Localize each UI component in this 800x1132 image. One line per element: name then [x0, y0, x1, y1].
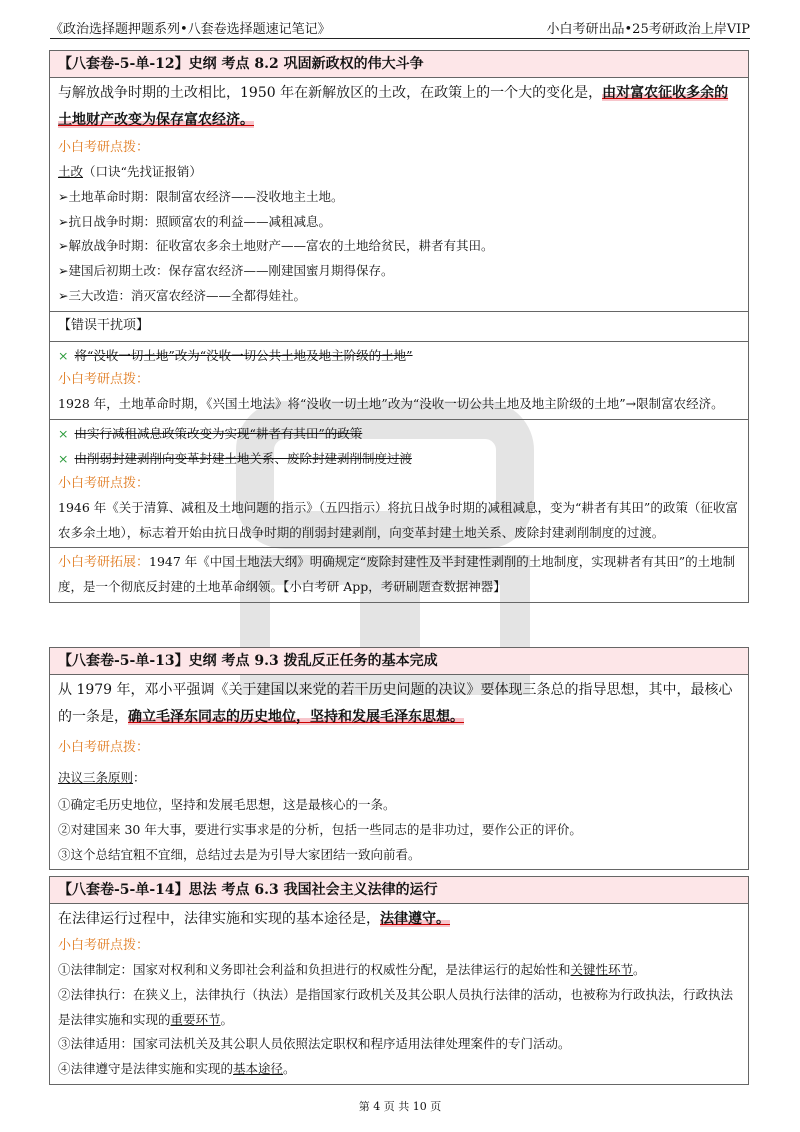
list-item: ④法律遵守是法律实施和实现的基本途径。 — [58, 1061, 296, 1077]
cross-icon: × — [58, 426, 69, 442]
question-card-13 — [49, 647, 749, 870]
publisher-label: 小白考研出品•25考研政治上岸VIP — [546, 22, 750, 37]
explanation: 1946 年《关于清算、减租及土地问题的指示》（五四指示）将抗日战争时期的减租减息，变为“耕者有其田”的政策（征收富农多余土地），标志着开始由抗日战争时期的削弱封建剥削，向变革封建土地关系、废除封建剥削制度的过渡。 — [58, 499, 738, 540]
error-section-title: 【错误干扰项】 — [50, 311, 748, 341]
question-title: 【八套卷-5-单-12】史纲 考点 8.2 巩固新政权的伟大斗争 — [50, 51, 748, 77]
question-title: 【八套卷-5-单-14】思法 考点 6.3 我国社会主义法律的运行 — [50, 877, 748, 903]
question-card-14 — [49, 876, 749, 1085]
list-item: ①法律制定：国家对权利和义务即社会利益和负担进行的权威性分配，是法律运行的起始性和关键性环节。 — [58, 962, 646, 977]
explanation: 1928 年，土地革命时期，《兴国土地法》将“没收一切土地”改为“没收一切公共土地及地主阶级的土地”→限制富农经济。 — [58, 396, 724, 412]
list-item: ③法律适用：国家司法机关及其公职人员依照法定职权和程序适用法律处理案件的专门活动。 — [58, 1036, 571, 1052]
hint-section — [50, 934, 748, 1084]
extension-section: 小白考研拓展：1947 年《中国土地法大纲》明确规定“废除封建性及半封建性剥削的土地制度，实现耕者有其田”的土地制度，是一个彻底反封建的土地革命纲领。【小白考研 App，考研刷题查数据神器】 — [50, 547, 748, 602]
question-card-12 — [49, 50, 749, 603]
cross-icon: × — [58, 450, 69, 466]
question-text: 在法律运行过程中，法律实施和实现的基本途径是，法律遵守。 — [50, 903, 748, 934]
error-item-2: × 由实行减租减息政策改变为实现“耕者有其田”的政策 × 由削弱封建剥削向变革封建土地关系、废除封建剥削制度过渡 小白考研点拨： 1946 年《关于清算、减租及土地问题的指示》（五四指示）将抗日战争时期的减租减息，变为“耕者有其田”的政策（征收富农多余土地），标志着开始由抗日战争时期的削弱封建剥削，向变革封建土地关系、废除封建剥削制度的过渡。 — [50, 419, 748, 547]
answer-highlight: 确立毛泽东同志的历史地位，坚持和发展毛泽东思想。 — [128, 709, 464, 725]
question-title: 【八套卷-5-单-13】史纲 考点 9.3 拨乱反正任务的基本完成 — [50, 648, 748, 674]
sub-title: 土改（口诀“先找证报销） — [58, 164, 202, 179]
list-item: ➢抗日战争时期：照顾富农的利益——减租减息。 — [58, 213, 331, 229]
error-item-1: × 将“没收一切土地”改为“没收一切公共土地及地主阶级的土地” 小白考研点拨： 1928 年，土地革命时期，《兴国土地法》将“没收一切土地”改为“没收一切公共土地及地主阶级的土地”→限制富农经济。 — [50, 341, 748, 420]
hint-label: 小白考研点拨： — [58, 740, 150, 755]
hint-label: 小白考研点拨： — [58, 475, 150, 491]
list-item: ➢解放战争时期：征收富农多余土地财产——富农的土地给贫民，耕者有其田。 — [58, 238, 494, 254]
sub-title: 决议三条原则： — [58, 770, 146, 785]
hint-label: 小白考研点拨： — [58, 140, 150, 155]
cross-icon: × — [58, 347, 69, 363]
list-item: ①确定毛历史地位，坚持和发展毛思想，这是最核心的一条。 — [58, 797, 396, 812]
page-number: 第 4 页 共 10 页 — [358, 1100, 442, 1113]
list-item: ②对建国来 30 年大事，要进行实事求是的分析，包括一些同志的是非功过，要作公正的评价。 — [58, 821, 582, 837]
list-item: ③这个总结宜粗不宜细，总结过去是为引导大家团结一致向前看。 — [58, 846, 421, 862]
hint-label: 小白考研点拨： — [58, 938, 150, 953]
document-title: 《政治选择题押题系列•八套卷选择题速记笔记》 — [50, 22, 331, 37]
answer-highlight: 法律遵守。 — [380, 911, 450, 927]
question-text: 与解放战争时期的土改相比，1950 年在新解放区的土改，在政策上的一个大的变化是，由对富农征收多余的土地财产改变为保存富农经济。 — [50, 77, 748, 136]
list-item: ➢建国后初期土改：保存富农经济——刚建国蜜月期得保存。 — [58, 263, 394, 279]
list-item: ➢土地革命时期：限制富农经济——没收地主土地。 — [58, 188, 344, 204]
page-header — [50, 14, 750, 39]
question-text: 从 1979 年，邓小平强调《关于建国以来党的若干历史问题的决议》要体现三条总的指导思想，其中，最核心的一条是，确立毛泽东同志的历史地位，坚持和发展毛泽东思想。 — [50, 674, 748, 733]
hint-section — [50, 733, 748, 869]
answer-highlight: 由对富农征收多余的土地财产改变为保存富农经济。 — [58, 85, 729, 128]
list-item: ➢三大改造：消灭富农经济——全都得娃社。 — [58, 287, 306, 303]
hint-label: 小白考研点拨： — [58, 372, 150, 388]
list-item: ②法律执行：在狭义上，法律执行（执法）是指国家行政机关及其公职人员执行法律的活动，也被称为行政执法，行政执法是法律实施和实现的重要环节。 — [58, 986, 734, 1027]
hint-section — [50, 136, 748, 311]
